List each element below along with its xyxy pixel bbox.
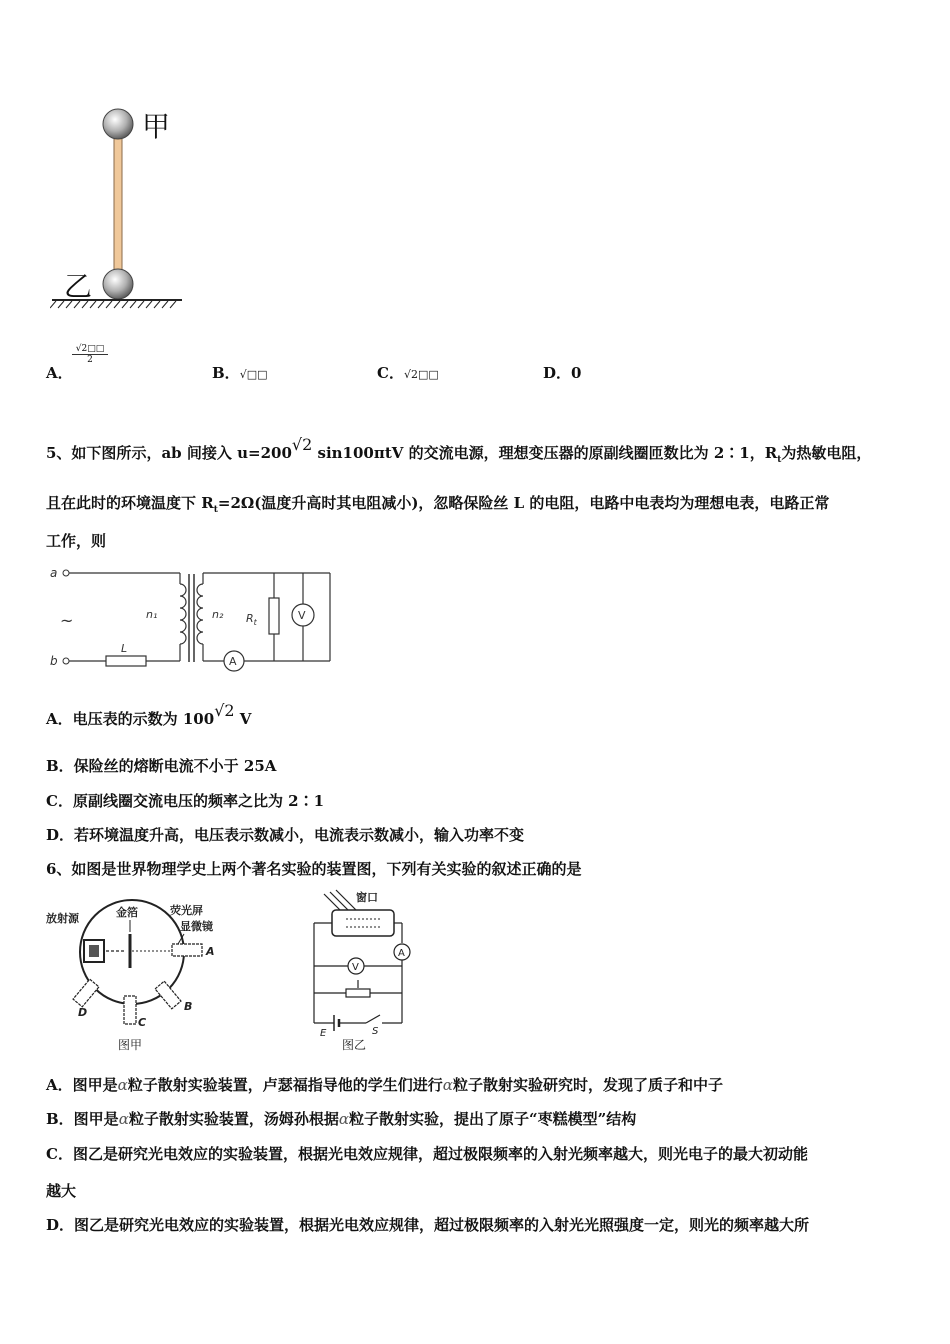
svg-text:显微镜: 显微镜 <box>180 920 213 933</box>
svg-text:金箔: 金箔 <box>116 906 138 919</box>
transformer-circuit <box>48 562 333 674</box>
q6-option-c-line1: C．图乙是研究光电效应的实验装置，根据光电效应规律，超过极限频率的入射光频率越大，则光电子的最大初动能 <box>46 1145 808 1163</box>
svg-text:B: B <box>184 1000 193 1013</box>
q4-option-c: C．√2□□ <box>377 364 439 382</box>
q5-option-a: A．电压表的示数为 100√2 V <box>46 701 252 728</box>
switch-s <box>366 1015 380 1023</box>
svg-text:S: S <box>372 1026 379 1037</box>
svg-text:D: D <box>78 1006 88 1019</box>
svg-text:图甲: 图甲 <box>118 1038 143 1052</box>
q4-option-d: D．0 <box>543 364 582 382</box>
fuse-L <box>106 656 146 666</box>
q6-option-b: B．图甲是α粒子散射实验装置，汤姆孙根据α粒子散射实验，提出了原子“枣糕模型”结构 <box>46 1110 637 1128</box>
svg-text:A: A <box>206 945 215 958</box>
microscope-C <box>124 996 136 1024</box>
q5-option-c: C．原副线圈交流电压的频率之比为 2∶1 <box>46 792 325 810</box>
svg-text:b: b <box>50 654 58 668</box>
q6-stem: 6、如图是世界物理学史上两个著名实验的装置图，下列有关实验的叙述正确的是 <box>46 860 582 878</box>
rheostat <box>346 989 370 997</box>
photoelectric-figure <box>302 888 422 1054</box>
svg-text:~: ~ <box>60 611 74 630</box>
bottom-ball <box>103 269 133 299</box>
phototube <box>332 910 394 936</box>
q5-option-b: B．保险丝的熔断电流不小于 25A <box>46 757 277 775</box>
svg-text:荧光屏: 荧光屏 <box>170 904 203 917</box>
rod-figure <box>50 98 200 318</box>
svg-text:A: A <box>229 655 237 668</box>
q4-option-b: B．√□□ <box>212 364 268 382</box>
svg-text:Rt: $R_t$ <box>246 612 257 627</box>
q6-option-c-line2: 越大 <box>46 1182 77 1200</box>
svg-text:E: E <box>320 1028 327 1039</box>
alpha-scattering-figure <box>44 894 234 1054</box>
svg-text:V: V <box>352 962 359 973</box>
microscope-A <box>172 944 202 956</box>
q6-option-a: A．图甲是α粒子散射实验装置，卢瑟福指导他的学生们进行α粒子散射实验研究时，发现了质子和中子 <box>46 1076 723 1094</box>
label-yi: 乙 <box>64 270 93 303</box>
microscope-D <box>73 979 99 1007</box>
svg-text:V: V <box>298 609 306 622</box>
svg-text:图乙: 图乙 <box>342 1038 367 1052</box>
svg-text:n₂: n₂ <box>212 608 224 621</box>
q5-option-d: D．若环境温度升高，电压表示数减小，电流表示数减小，输入功率不变 <box>46 826 525 844</box>
top-ball <box>103 109 133 139</box>
svg-text:n₁: n₁ <box>146 608 158 621</box>
svg-text:放射源: 放射源 <box>46 912 79 925</box>
rod <box>114 128 122 276</box>
label-jia: 甲 <box>142 110 171 143</box>
svg-text:a: a <box>50 566 58 580</box>
svg-text:A: A <box>398 948 405 959</box>
q4-option-a: A． <box>46 364 73 382</box>
microscope-B <box>155 981 181 1009</box>
q5-stem-line3: 工作，则 <box>46 532 107 550</box>
thermistor-rt <box>269 598 279 634</box>
q5-stem-line1: 5、如下图所示，ab 间接入 u=200√2 sin100πtV 的交流电源，理想变压器的原副线圈匝数比为 2∶1，$R_t$为热敏电阻， <box>46 435 872 465</box>
q5-stem-line2: 且在此时的环境温度下 $R_t=2\Omega$(温度升高时其电阻减小)，忽略保险丝 L 的电阻，电路中电表均为理想电表，电路正常 <box>46 494 830 515</box>
svg-text:C: C <box>138 1016 147 1029</box>
svg-text:L: L <box>121 642 128 655</box>
svg-text:窗口: 窗口 <box>356 891 378 904</box>
q4-option-a-fraction: $\frac{√2□□}{2}$ <box>72 344 108 365</box>
q6-option-d: D．图乙是研究光电效应的实验装置，根据光电效应规律，超过极限频率的入射光光照强度一定，则光的频率越大所 <box>46 1216 810 1234</box>
